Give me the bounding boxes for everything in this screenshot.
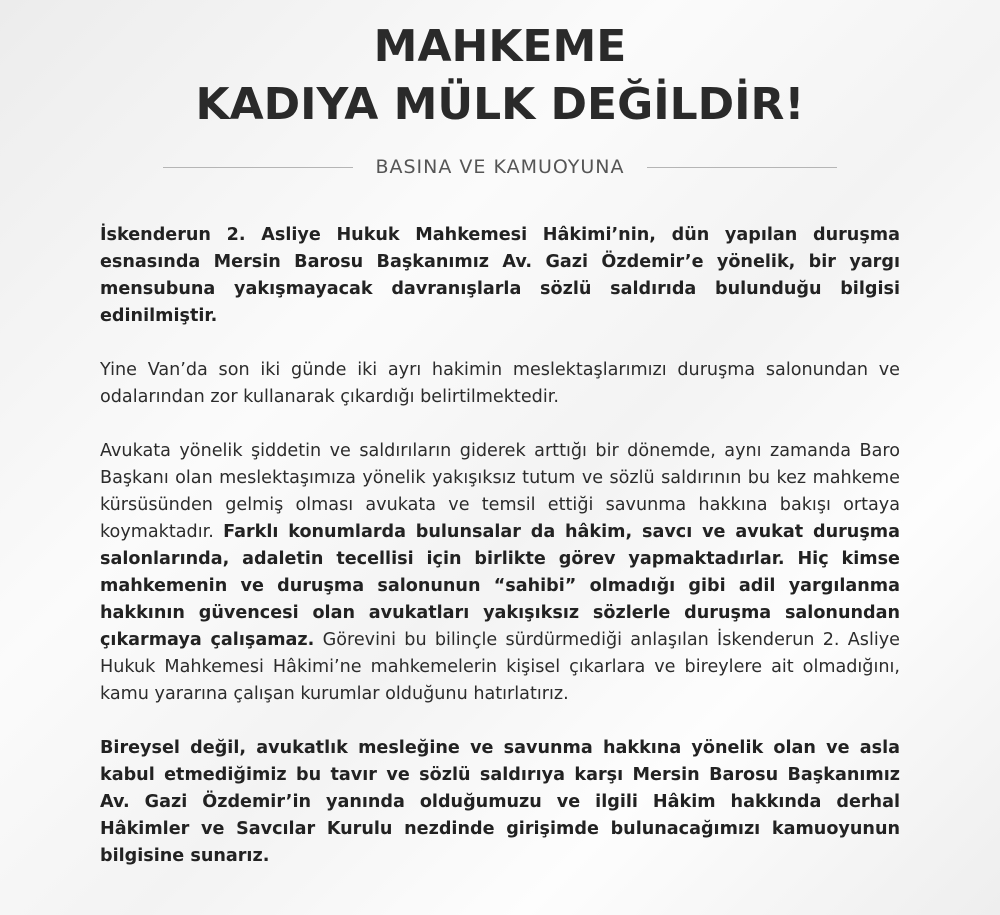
divider-left bbox=[163, 167, 353, 168]
divider-right bbox=[647, 167, 837, 168]
headline bbox=[0, 18, 1000, 134]
paragraph-1-text: İskenderun 2. Asliye Hukuk Mahkemesi Hâkimi’nin, dün yapılan duruşma esnasında Mersin Barosu Başkanımız Av. Gazi Özdemir’e yönelik, bir yargı mensubuna yakışmayacak davranışlarla sözlü saldırıda bulunduğu bilgisi edinilmiştir. bbox=[100, 225, 900, 326]
paragraph-1 bbox=[100, 222, 900, 330]
paragraph-2: Yine Van’da son iki günde iki ayrı hakimin meslektaşlarımızı duruşma salonundan ve odalarından zor kullanarak çıkardığı belirtilmektedir. bbox=[100, 360, 900, 407]
paragraph-3 bbox=[100, 438, 900, 708]
statement-body bbox=[100, 222, 900, 897]
headline-line-2: KADIYA MÜLK DEĞİLDİR! bbox=[195, 79, 805, 130]
paragraph-3-bold: Farklı konumlarda bulunsalar da hâkim, savcı ve avukat duruşma salonlarında, adaletin tecellisi için birlikte görev yapmaktadırlar. Hiç kimse mahkemenin ve duruşma salonunun “sahibi” olmadığı gibi adil yargılanma hakkının güvencesi olan avukatları yakışıksız sözlerle duruşma salonundan çıkarmaya çalışamaz. bbox=[100, 522, 900, 650]
paragraph-4 bbox=[100, 735, 900, 870]
paragraph-3-end: Görevini bu bilinçle sürdürmediği anlaşılan İskenderun 2. Asliye Hukuk Mahkemesi Hâkimi’ne mahkemelerin kişisel çıkarlara ve bireylere ait olmadığını, kamu yararına çalışan kurumlar olduğunu hatırlatırız. bbox=[100, 630, 900, 704]
subtitle: BASINA VE KAMUOYUNA bbox=[375, 156, 625, 178]
paragraph-4-text: Bireysel değil, avukatlık mesleğine ve savunma hakkına yönelik olan ve asla kabul etmediğimiz bu tavır ve sözlü saldırıya karşı Mersin Barosu Başkanımız Av. Gazi Özdemir’in yanında olduğumuzu ve ilgili Hâkim hakkında derhal Hâkimler ve Savcılar Kurulu nezdinde girişimde bulunacağımızı kamuoyunun bilgisine sunarız. bbox=[100, 738, 900, 866]
paragraph-3-start: Avukata yönelik şiddetin ve saldırıların giderek arttığı bir dönemde, aynı zamanda Baro Başkanı olan meslektaşımıza yönelik yakışıksız tutum ve sözlü saldırının bu kez mahkeme kürsüsünden gelmiş olması avukata ve temsil ettiği savunma hakkına bakışı ortaya koymaktadır. bbox=[100, 441, 900, 542]
subtitle-row bbox=[0, 154, 1000, 180]
headline-line-1: MAHKEME bbox=[373, 21, 627, 72]
